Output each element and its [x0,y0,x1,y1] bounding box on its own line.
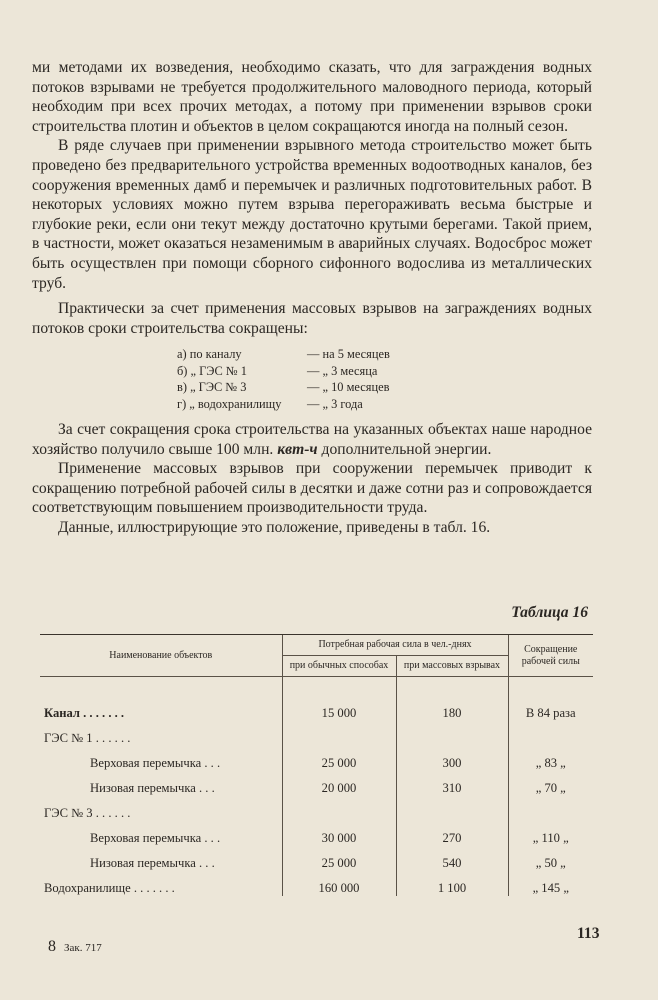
cell-reduction [508,721,593,746]
table-row [40,746,593,771]
cell-mass: 310 [396,771,508,796]
cell-reduction: „ 70 „ [508,771,593,796]
list-value: — „ 3 месяца [307,363,378,378]
cell-name: Водохранилище . . . . . . . [44,881,175,895]
energy-unit: квт-ч [277,440,318,458]
cell-mass: 1 100 [396,871,508,896]
cell-mass: 180 [396,677,508,722]
cell-name: Верховая перемычка . . . [90,756,221,770]
table-row [40,677,593,722]
table-row [40,771,593,796]
header-usual-methods: при обычных способах [282,656,396,677]
cell-reduction [508,796,593,821]
list-label: б) „ ГЭС № 1 [177,363,247,378]
order-number: Зак. 717 [64,942,102,954]
printer-footer [48,938,102,956]
cell-usual: 25 000 [282,846,396,871]
cell-usual: 25 000 [282,746,396,771]
header-reduction: Сокращение рабочей силы [508,635,593,677]
cell-usual [282,721,396,746]
paragraph-3: Практически за счет применения массовых взрывов на заграждениях водных потоков сроки строительства сокращены: [32,300,592,337]
cell-reduction: „ 145 „ [508,871,593,896]
list-label: в) „ ГЭС № 3 [177,380,247,395]
table-row [40,846,593,871]
table-row [40,796,593,821]
table-row [40,871,593,896]
cell-usual: 160 000 [282,871,396,896]
cell-reduction: „ 83 „ [508,746,593,771]
table-row [40,821,593,846]
cell-mass: 270 [396,821,508,846]
cell-usual [282,796,396,821]
savings-list [177,346,592,412]
list-value: — „ 3 года [307,396,363,411]
list-item [177,363,592,379]
cell-name: Верховая перемычка . . . [90,831,221,845]
header-mass-blasts: при массовых взрывах [396,656,508,677]
list-value: — на 5 месяцев [307,347,390,362]
cell-name: ГЭС № 1 . . . . . . [44,731,131,745]
cell-name: Низовая перемычка . . . [90,856,215,870]
header-labor-group: Потребная рабочая сила в чел.-днях [282,635,508,656]
list-value: — „ 10 месяцев [307,380,390,395]
body-text [32,58,592,538]
cell-usual: 30 000 [282,821,396,846]
list-label: г) „ водохранилищу [177,396,282,411]
cell-name: ГЭС № 3 . . . . . . [44,806,131,820]
cell-reduction: „ 50 „ [508,846,593,871]
cell-name: Низовая перемычка . . . [90,781,215,795]
cell-usual: 15 000 [282,677,396,722]
header-object-name: Наименование объектов [40,635,282,677]
paragraph-data: Данные, иллюстрирующие это положение, приведены в табл. 16. [58,518,491,536]
table-row [40,721,593,746]
list-label: а) по каналу [177,347,242,362]
cell-mass [396,796,508,821]
paragraph-energy: За счет сокращения срока строительства на указанных объектах наше народное хозяйство получило свыше 100 млн. квт-ч дополнительной энергии. [32,420,592,458]
cell-mass: 300 [396,746,508,771]
cell-mass [396,721,508,746]
cell-reduction: „ 110 „ [508,821,593,846]
cell-usual: 20 000 [282,771,396,796]
list-item [177,396,592,412]
cell-reduction: В 84 раза [508,677,593,722]
paragraph-labor: Применение массовых взрывов при сооружении перемычек приводит к сокращению потребной рабочей силы в десятки и даже сотни раз и сопровождается соответствующим повышением производительности труда. [32,460,592,517]
cell-name: Канал . . . . . . . [44,706,125,720]
table-caption: Таблица 16 [511,604,588,621]
cell-mass: 540 [396,846,508,871]
paragraph-1: ми методами их возведения, необходимо сказать, что для заграждения водных потоков взрывами не требуется продолжительного маловодного периода, который необходим при всех прочих методах, а потому при применении взрывов сроки строительства плотин и объектов в целом сокращаются иногда на полный сезон. [32,59,592,135]
page-number: 113 [577,925,600,942]
list-item [177,379,592,395]
signature-mark: 8 [48,938,56,955]
labor-table [40,634,593,896]
paragraph-2: В ряде случаев при применении взрывного метода строительство может быть проведено без предварительного устройства временных водоотводных каналов, без сооружения временных дамб и перемычек и различных подготовительных работ. В некоторых условиях можно путем взрыва перегораживать весьма быстрые и глубокие реки, если они текут между достаточно крутыми берегами. Такой прием, в частности, может оказаться незаменимым в аварийных случаях. Водосброс может быть осуществлен при помощи сборного сифонного водослива из металлических труб. [32,137,592,292]
list-item [177,346,592,362]
